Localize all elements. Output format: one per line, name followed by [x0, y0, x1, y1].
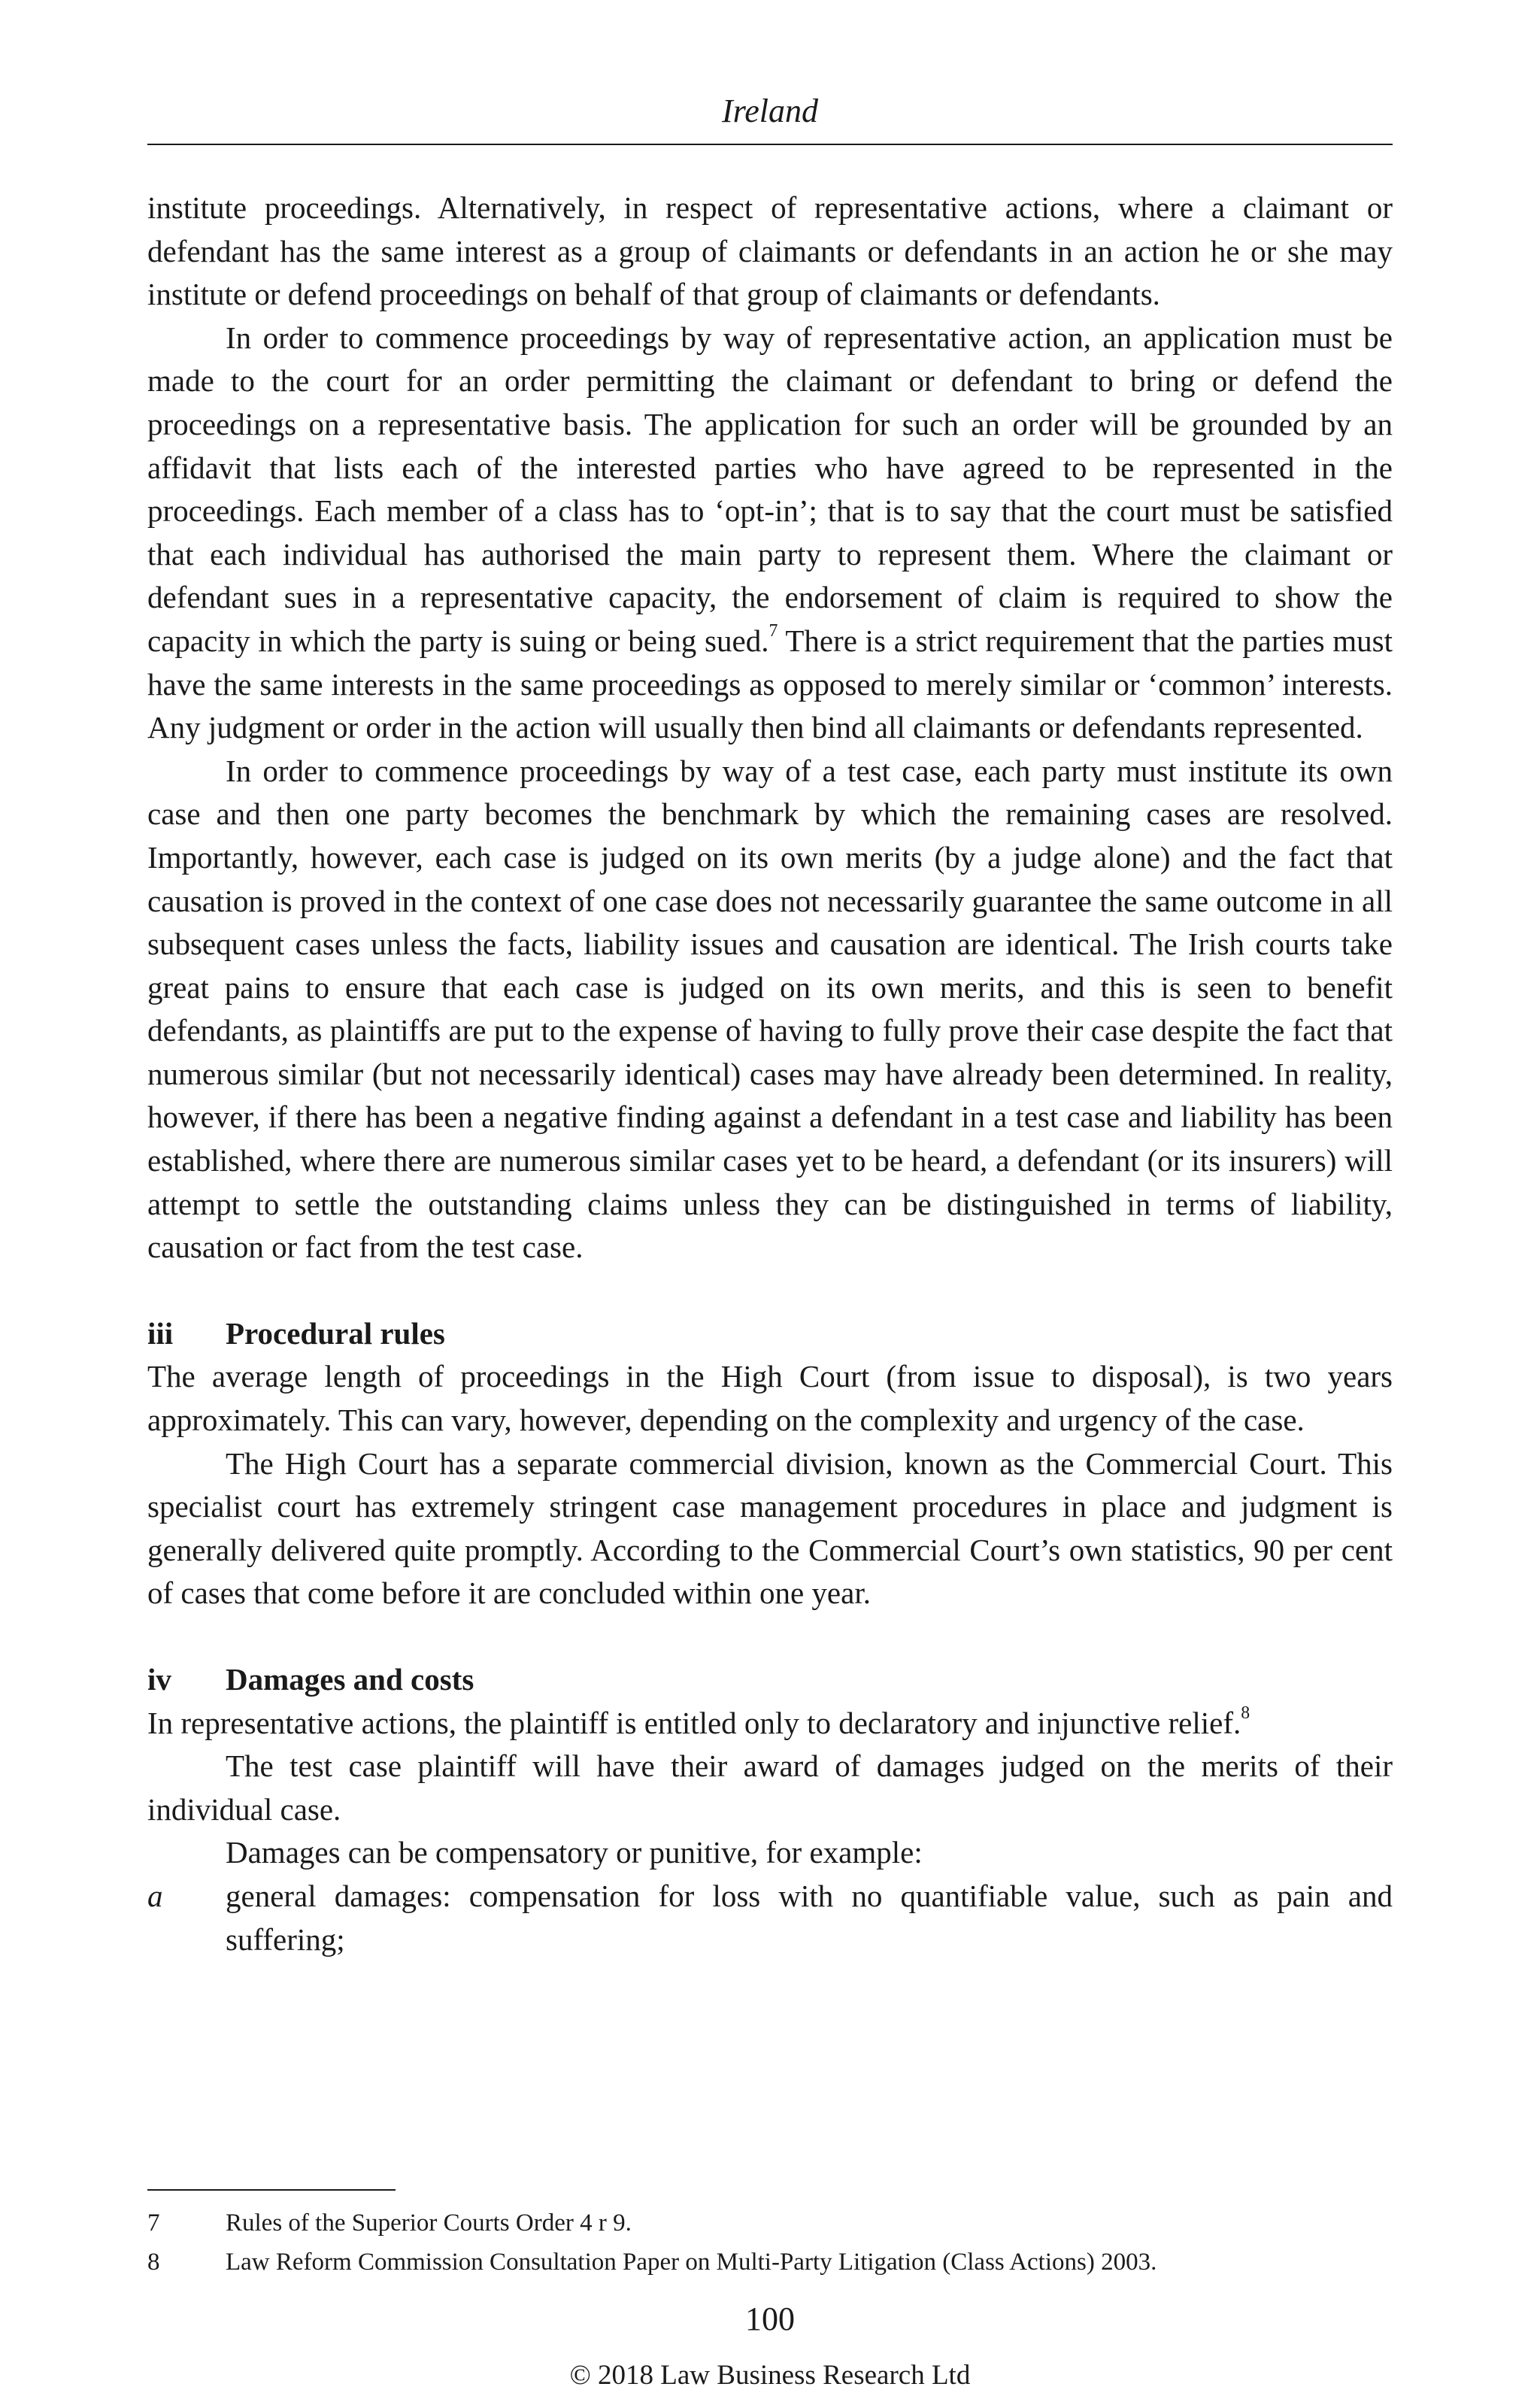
- section-number: iv: [147, 1662, 171, 1697]
- document-page: [147, 0, 1393, 2408]
- footnote-text: Law Reform Commission Consultation Paper on Multi-Party Litigation (Class Actions) 2003.: [226, 2249, 1157, 2276]
- list-item: [147, 1875, 1393, 1961]
- body-paragraph: The average length of proceedings in the High Court (from issue to disposal), is two years approximately. This can vary, however, depending on the complexity and urgency of the case.: [147, 1359, 1393, 1438]
- body-paragraph-text: In representative actions, the plaintiff is entitled only to declaratory and injunctive relief.: [147, 1705, 1241, 1740]
- footnote-reference: 8: [1241, 1703, 1250, 1723]
- body-paragraph-text: In order to commence proceedings by way of representative action, an application must be made to the court for an order permitting the claimant or defendant to bring or defend the proceedings on a representative basis. The application for such an order will be grounded by an affidavit that lists each of the interested parties who have agreed to be represented in the proceedings. Each member of a class has to ‘opt-in’; that is to say that the court must be satisfied that each individual has authorised the main party to represent them. Where the claimant or defendant sues in a representative capacity, the endorsement of claim is required to show the capacity in which the party is suing or being sued.: [147, 320, 1393, 658]
- footnote-number: 8: [147, 2249, 160, 2276]
- copyright-notice: © 2018 Law Business Research Ltd: [569, 2360, 971, 2391]
- list-letter: a: [147, 1878, 163, 1913]
- section-number: iii: [147, 1315, 174, 1351]
- body-paragraph-text: There is a strict requirement that the parties must have the same interests in the same proceedings as opposed to merely similar or ‘common’ interests. Any judgment or order in the action will usually then bind all claimants or defendants represented.: [147, 623, 1393, 745]
- header-rule: [147, 144, 1393, 145]
- running-head: Ireland: [722, 92, 818, 129]
- section-title: Procedural rules: [226, 1315, 445, 1351]
- section-heading-procedural-rules: [147, 1312, 1393, 1356]
- section-title: Damages and costs: [226, 1662, 474, 1697]
- footnote-reference: 7: [768, 620, 778, 641]
- page-number: 100: [745, 2300, 795, 2337]
- footnote: [147, 2243, 1393, 2282]
- body-paragraph: [147, 1702, 1393, 1745]
- body-text: [147, 187, 1393, 1961]
- body-paragraph: Damages can be compensatory or punitive, for example:: [226, 1835, 923, 1870]
- body-paragraph: The High Court has a separate commercial division, known as the Commercial Court. This specialist court has extremely stringent case management procedures in place and judgment is generally delivered quite promptly. According to the Commercial Court’s own statistics, 90 per cent of cases that come before it are concluded within one year.: [147, 1445, 1393, 1611]
- list-item-text: general damages: compensation for loss with no quantifiable value, such as pain and suffering;: [226, 1878, 1393, 1957]
- footnote-rule: [147, 2189, 396, 2191]
- footnotes: [147, 2203, 1393, 2282]
- body-paragraph: In order to commence proceedings by way of a test case, each party must institute its own case and then one party becomes the benchmark by which the remaining cases are resolved. Importantly, however, each case is judged on its own merits (by a judge alone) and the fact that causation is proved in the context of one case does not necessarily guarantee the same outcome in all subsequent cases unless the facts, liability issues and causation are identical. The Irish courts take great pains to ensure that each case is judged on its own merits, and this is seen to benefit defendants, as plaintiffs are put to the expense of having to fully prove their case despite the fact that numerous similar (but not necessarily identical) cases may have already been determined. In reality, however, if there has been a negative finding against a defendant in a test case and liability has been established, where there are numerous similar cases yet to be heard, a defendant (or its insurers) will attempt to settle the outstanding claims unless they can be distinguished in terms of liability, causation or fact from the test case.: [147, 753, 1393, 1265]
- section-heading-damages-and-costs: [147, 1658, 1393, 1702]
- footnote-number: 7: [147, 2209, 160, 2237]
- body-paragraph: The test case plaintiff will have their award of damages judged on the merits of their individual case.: [147, 1748, 1393, 1827]
- footnote: [147, 2203, 1393, 2243]
- body-paragraph: [147, 317, 1393, 750]
- footnote-text: Rules of the Superior Courts Order 4 r 9.: [226, 2209, 632, 2237]
- body-paragraph: institute proceedings. Alternatively, in respect of representative actions, where a claimant or defendant has the same interest as a group of claimants or defendants in an action he or she may institute or defend proceedings on behalf of that group of claimants or defendants.: [147, 190, 1393, 312]
